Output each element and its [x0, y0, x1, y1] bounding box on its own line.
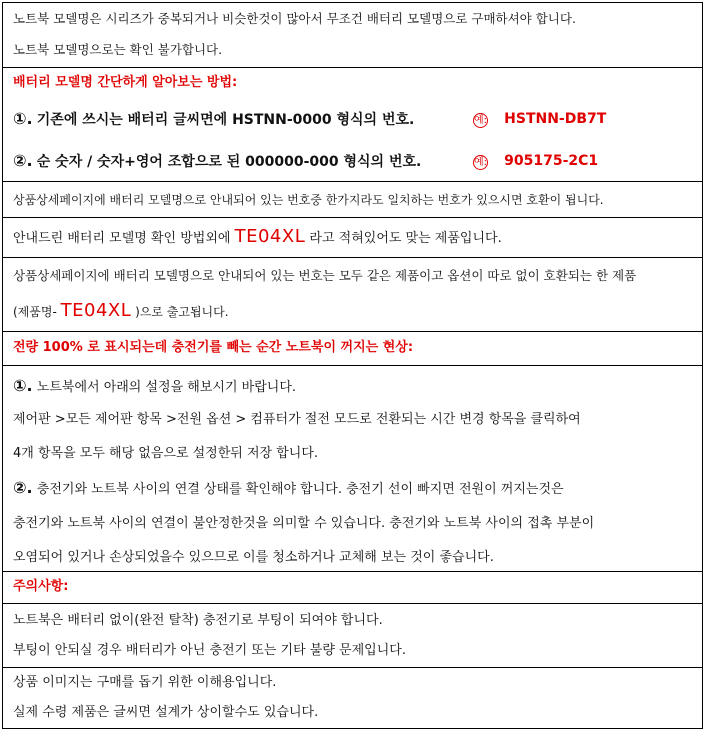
caution-line-1: 노트북은 배터리 없이(완전 탈착) 충전기로 부팅이 되여야 합니다.	[13, 613, 383, 628]
power-issue-steps-row	[3, 365, 702, 571]
shipping-post: )으로 출고됩니다.	[135, 305, 229, 319]
notice-line-1: 노트북 모델명은 시리즈가 중복되거나 비슷한것이 많아서 무조건 배터리 모델명으로 구매하셔야 합니다.	[13, 11, 576, 26]
info-table	[2, 2, 703, 729]
example-1-label: 예:	[474, 115, 488, 126]
notice-line-2: 노트북 모델명으로는 확인 불가합니다.	[13, 42, 223, 57]
image-notice-line-2: 실제 수령 제품은 글씨면 설계가 상이할수도 있습니다.	[13, 705, 319, 720]
caution-heading: 주의사항:	[13, 579, 69, 594]
compat-line: 상품상세페이지에 배터리 모델명으로 안내되어 있는 번호중 한가지라도 일치하는 번호가 있으시면 호환이 됩니다.	[13, 193, 604, 207]
shipping-model-code: TE04XL	[60, 300, 132, 321]
example-2-label: 예:	[474, 157, 488, 168]
method-1-text: 기존에 쓰시는 배터리 글씨면에 HSTNN-0000 형식의 번호.	[36, 112, 415, 128]
method-1	[13, 110, 694, 130]
shipping-pre: (제품명-	[13, 305, 57, 319]
step-2	[13, 479, 694, 499]
step-1-number: ①.	[13, 376, 33, 395]
alt-model-post: 라고 적혀있어도 맞는 제품입니다.	[309, 231, 502, 246]
step-1-text: 노트북에서 아래의 설정을 해보시기 바랍니다.	[36, 380, 297, 395]
step-1	[13, 377, 694, 397]
method-2	[13, 152, 694, 172]
caution-heading-row	[3, 571, 702, 603]
step-1-line-3: 4개 항목을 모두 해당 없음으로 설정한뒤 저장 합니다.	[13, 446, 319, 461]
power-issue-heading-row	[3, 331, 702, 365]
caution-body-row	[3, 603, 702, 667]
check-method-row	[3, 67, 702, 181]
shipping-row	[3, 257, 702, 331]
example-1-value: HSTNN-DB7T	[504, 111, 607, 127]
notice-row	[3, 3, 702, 67]
shipping-line-2	[13, 302, 694, 321]
alt-model-row	[3, 217, 702, 257]
step-2-line-2: 충전기와 노트북 사이의 연결이 불안정한것을 의미할 수 있습니다. 충전기와 노트북 사이의 접촉 부분이	[13, 516, 595, 531]
alt-model-line	[13, 228, 694, 248]
step-2-line-3: 오염되어 있거나 손상되었을수 있으므로 이를 청소하거나 교체해 보는 것이 좋습니다.	[13, 550, 494, 565]
step-1-line-2: 제어판 >모든 제어판 항목 >전원 옵션 > 컴퓨터가 절전 모드로 전환되는 시간 변경 항목을 클릭하여	[13, 412, 581, 427]
shipping-line-1: 상품상세페이지에 배터리 모델명으로 안내되어 있는 번호는 모두 같은 제품이고 옵션이 따로 없이 호환되는 한 제품	[13, 268, 637, 283]
compat-row	[3, 181, 702, 217]
step-2-number: ②.	[13, 478, 33, 497]
method-2-number: ②.	[13, 151, 33, 170]
power-issue-heading: 전량 100% 로 표시되는데 충전기를 빼는 순간 노트북이 꺼지는 현상:	[13, 340, 414, 355]
image-notice-line-1: 상품 이미지는 구매를 돕기 위한 이해용입니다.	[13, 675, 277, 690]
alt-model-pre: 안내드린 배터리 모델명 확인 방법외에	[13, 231, 231, 246]
check-method-heading: 배터리 모델명 간단하게 알아보는 방법:	[13, 75, 238, 90]
method-1-number: ①.	[13, 109, 33, 128]
method-2-text: 순 숫자 / 숫자+영어 조합으로 된 000000-000 형식의 번호.	[36, 154, 422, 170]
image-notice-row	[3, 667, 702, 728]
example-2-value: 905175-2C1	[504, 153, 599, 169]
caution-line-2: 부팅이 안되실 경우 배터리가 아닌 충전기 또는 기타 불량 문제입니다.	[13, 643, 406, 658]
step-2-text: 충전기와 노트북 사이의 연결 상태를 확인해야 합니다. 충전기 선이 빠지면 전원이 꺼지는것은	[36, 482, 564, 497]
alt-model-code: TE04XL	[234, 226, 306, 247]
